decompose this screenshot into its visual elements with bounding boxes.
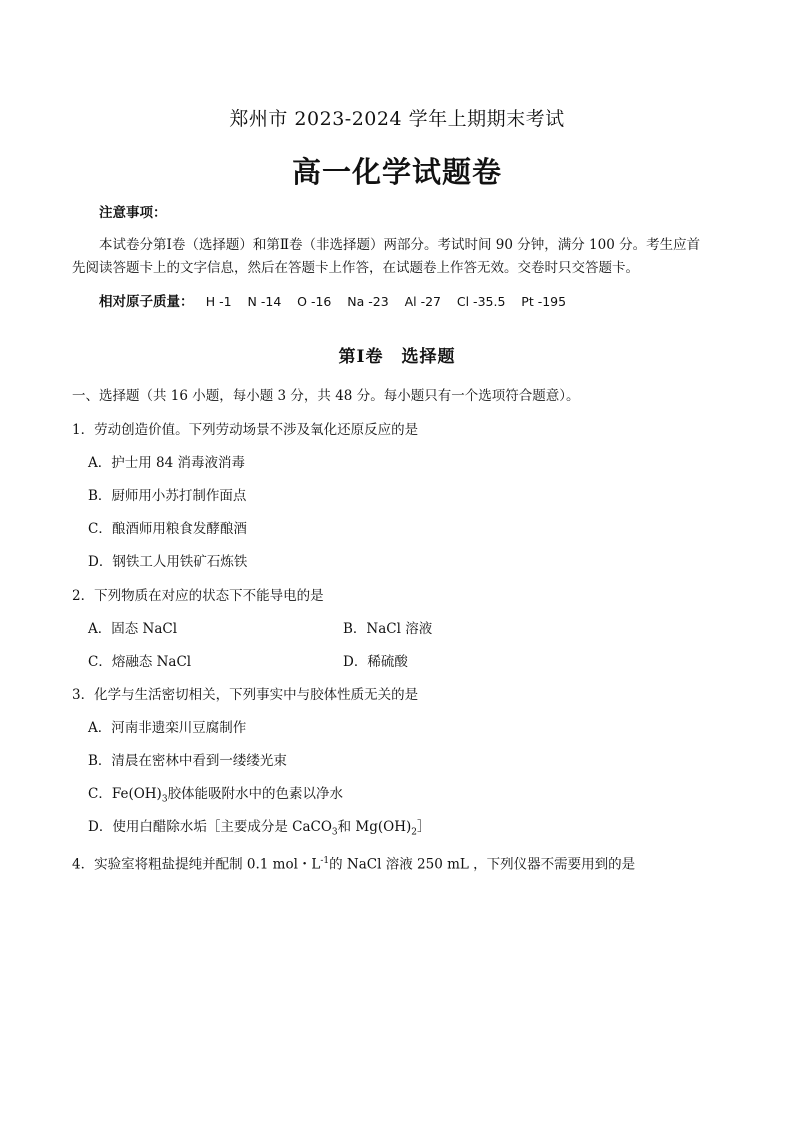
question-3-option-d-middle: 和 Mg(OH) xyxy=(337,819,412,835)
notice-heading: 注意事项： xyxy=(99,205,167,221)
question-3-option-d-prefix: D．使用白醋除水垢［主要成分是 CaCO xyxy=(88,819,332,835)
section-instruction: 一、选择题（共 16 小题，每小题 3 分，共 48 分。每小题只有一个选项符合题意）。 xyxy=(72,388,580,404)
question-3-stem: 3．化学与生活密切相关，下列事实中与胶体性质无关的是 xyxy=(72,687,419,703)
question-3-option-a: A．河南非遗栾川豆腐制作 xyxy=(88,720,247,736)
question-1-option-a: A．护士用 84 消毒液消毒 xyxy=(88,455,246,471)
question-3-option-c xyxy=(88,784,343,810)
question-2-option-a: A．固态 NaCl xyxy=(88,621,178,637)
atomic-mass-row xyxy=(99,292,749,312)
section-title: 第Ⅰ卷 选择题 xyxy=(338,347,456,367)
superscript-minus-1: -1 xyxy=(320,856,330,866)
question-3-option-c-suffix: 胶体能吸附水中的色素以净水 xyxy=(167,786,344,802)
subscript-3: 3 xyxy=(161,794,168,805)
notice-text-line1: 本试卷分第Ⅰ卷（选择题）和第Ⅱ卷（非选择题）两部分。考试时间 90 分钟，满分 100 分。考生应首 xyxy=(99,237,701,253)
notice-text-line2: 先阅读答题卡上的文字信息，然后在答题卡上作答，在试题卷上作答无效。交卷时只交答题卡。 xyxy=(72,260,639,276)
question-3-option-b: B．清晨在密林中看到一缕缕光束 xyxy=(88,753,287,769)
question-3-option-d xyxy=(88,817,431,843)
question-1-option-d: D．钢铁工人用铁矿石炼铁 xyxy=(88,554,248,570)
question-4-stem xyxy=(72,851,722,875)
exam-name: 郑州市 2023-2024 学年上期期末考试 xyxy=(229,108,565,130)
question-2-option-b: B．NaCl 溶液 xyxy=(343,621,433,637)
subscript-2: 2 xyxy=(411,827,417,838)
atomic-mass-label: 相对原子质量： xyxy=(99,294,194,310)
question-4-stem-suffix: 的 NaCl 溶液 250 mL ，下列仪器不需要用到的是 xyxy=(329,856,636,873)
subscript-3: 3 xyxy=(331,827,338,838)
question-1-option-b: B．厨师用小苏打制作面点 xyxy=(88,488,247,504)
atomic-mass-values: H -1 N -14 O -16 Na -23 Al -27 Cl -35.5 Pt -195 xyxy=(205,294,567,309)
question-2-stem: 2．下列物质在对应的状态下不能导电的是 xyxy=(72,588,324,604)
question-3-option-c-prefix: C．Fe(OH) xyxy=(88,786,162,802)
paper-title: 高一化学试题卷 xyxy=(291,155,502,189)
question-2-option-c: C．熔融态 NaCl xyxy=(88,654,192,670)
question-1-stem: 1．劳动创造价值。下列劳动场景不涉及氧化还原反应的是 xyxy=(72,422,419,438)
question-2-option-d: D．稀硫酸 xyxy=(343,654,408,670)
question-3-option-d-suffix: ］ xyxy=(417,819,431,835)
question-1-option-c: C．酿酒师用粮食发酵酿酒 xyxy=(88,521,247,537)
question-4-stem-prefix: 4．实验室将粗盐提纯并配制 0.1 mol・L xyxy=(72,856,321,873)
